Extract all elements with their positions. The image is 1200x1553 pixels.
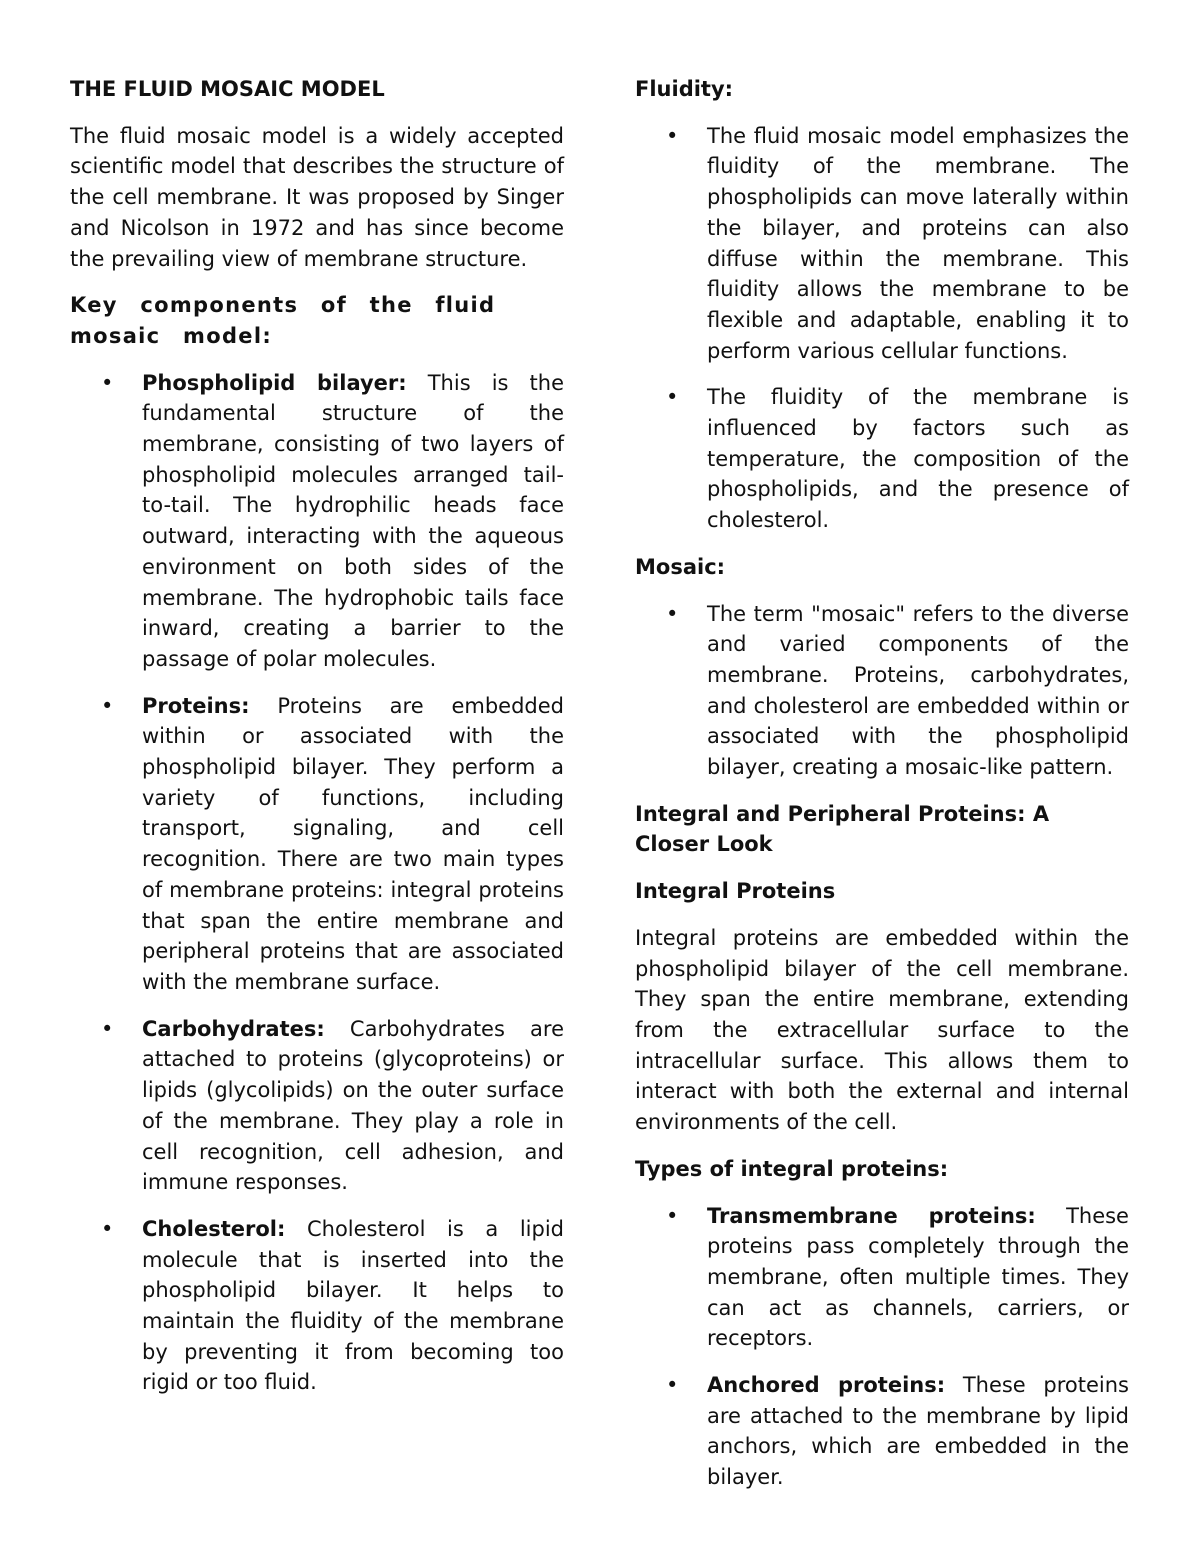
- term-label: Anchored proteins:: [707, 1373, 946, 1398]
- integral-proteins-paragraph: Integral proteins are embedded within the phospholipid bilayer of the cell membrane. They span the entire membrane, extending from the extracellular surface to the intracellular surface. This allows them to interact with both the external and internal environments of the cell.: [635, 925, 1129, 1135]
- term-description: These proteins pass completely through the membrane, often multiple times. They can act as channels, carriers, or receptors.: [707, 1203, 1129, 1351]
- term-description: This is the fundamental structure of the membrane, consisting of two layers of phospholipid molecules arranged tail-to-tail. The hydrophilic heads face outward, interacting with the aqueous environment on both sides of the membrane. The hydrophobic tails face inward, creating a barrier to the passage of polar molecules.: [142, 370, 564, 671]
- integral-proteins-heading: Integral Proteins: [635, 879, 836, 904]
- mosaic-heading: Mosaic:: [635, 554, 726, 579]
- fluidity-list: [635, 121, 1129, 536]
- fluidity-heading: Fluidity:: [635, 77, 734, 101]
- list-item: [635, 1201, 1129, 1355]
- components-list: [70, 368, 564, 1399]
- term-description: Proteins are embedded within or associated with the phospholipid bilayer. They perform a variety of functions, including transport, signaling, and cell recognition. There are two main types of membrane proteins: integral proteins that span the entire membrane and peripheral proteins that are associated with the membrane surface.: [142, 693, 564, 994]
- list-item: • The fluid mosaic model emphasizes the fluidity of the membrane. The phospholipids can move laterally within the bilayer, and proteins can also diffuse within the membrane. This fluidity allows the membrane to be flexible and adaptable, enabling it to perform various cellular functions.: [635, 121, 1129, 367]
- list-item: • The fluidity of the membrane is influenced by factors such as temperature, the composition of the phospholipids, and the presence of cholesterol.: [635, 382, 1129, 536]
- intro-paragraph: The fluid mosaic model is a widely accepted scientific model that describes the structure of the cell membrane. It was proposed by Singer and Nicolson in 1972 and has since become the prevailing view of membrane structure.: [70, 123, 564, 271]
- term-label: Carbohydrates:: [142, 1016, 325, 1041]
- list-item: [70, 1014, 564, 1198]
- list-item: [70, 368, 564, 675]
- list-item: [70, 1214, 564, 1398]
- term-label: Phospholipid bilayer:: [142, 370, 407, 395]
- list-item: [635, 1370, 1129, 1493]
- left-column: [70, 72, 564, 1414]
- term-description: These proteins are attached to the membrane by lipid anchors, which are embedded in the bilayer.: [707, 1373, 1129, 1490]
- term-description: Cholesterol is a lipid molecule that is inserted into the phospholipid bilayer. It helps to maintain the fluidity of the membrane by preventing it from becoming too rigid or too fluid.: [142, 1216, 564, 1395]
- key-components-heading: Key components of the fluid mosaic model:: [70, 293, 496, 348]
- closer-look-heading: Integral and Peripheral Proteins: A Closer Look: [635, 801, 1050, 857]
- list-item: [70, 691, 564, 998]
- right-column: [635, 72, 1129, 1509]
- term-label: Proteins:: [142, 693, 250, 718]
- list-item: • The term "mosaic" refers to the diverse and varied components of the membrane. Proteins, carbohydrates, and cholesterol are embedded within or associated with the phospholipid bilayer, creating a mosaic-like pattern.: [635, 599, 1129, 783]
- types-list: [635, 1201, 1129, 1493]
- types-heading: Types of integral proteins:: [635, 1156, 949, 1181]
- term-description: Carbohydrates are attached to proteins (glycoproteins) or lipids (glycolipids) on the outer surface of the membrane. They play a role in cell recognition, cell adhesion, and immune responses.: [142, 1016, 564, 1195]
- term-label: Transmembrane proteins:: [707, 1203, 1036, 1228]
- document-title: THE FLUID MOSAIC MODEL: [70, 77, 385, 101]
- mosaic-list: [635, 599, 1129, 783]
- term-label: Cholesterol:: [142, 1216, 286, 1241]
